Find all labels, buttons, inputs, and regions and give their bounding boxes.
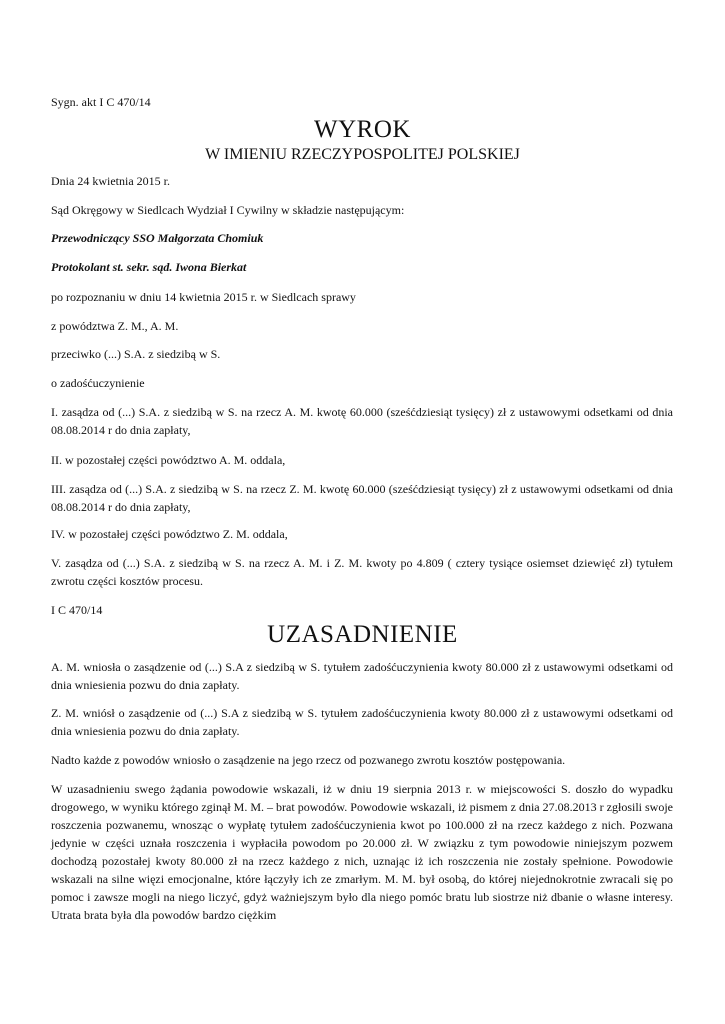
justification-signature: I C 470/14	[51, 603, 103, 617]
verdict-title: WYROK	[314, 116, 411, 143]
justification-paragraph: W uzasadnieniu swego żądania powodowie wskazali, iż w dniu 19 sierpnia 2013 r. w miejscowości S. doszło do wypadku drogowego, w wyniku którego zginął M. M. – brat powodów. Powodowie wskazali, iż pismem z dnia 27.08.2013 r zgłosili swoje roszczenia pozwanemu, wnosząc o wypłatę tytułem zadośćuczynienia kwot po 100.000 zł na rzecz każdego z nich. Pozwana jedynie w części uznała roszczenia i wypłaciła powodom po 20.000 zł. W związku z tym powodowie niniejszym pozwem dochodzą pozostałej kwoty 80.000 zł na rzecz każdego z nich, uznając iż ich roszczenia nie zostały spełnione. Powodowie wskazali na silne więzi emocjonalne, które łączyły ich ze zmarłym. M. M. był osobą, do której niejednokrotnie zwracali się po pomoc i zawsze mogli na niego liczyć, gdyż ważniejszym było dla niego pomóc bratu lub siostrze niż dbanie o własne interesy. Utrata brata była dla powodów bardzo ciężkim	[51, 782, 673, 922]
verdict-date: Dnia 24 kwietnia 2015 r.	[51, 174, 170, 188]
court-clerk: Protokolant st. sekr. sąd. Iwona Bierkat	[51, 260, 247, 274]
verdict-point: I. zasądza od (...) S.A. z siedzibą w S. na rzecz A. M. kwotę 60.000 (sześćdziesiąt tysięcy) zł z ustawowymi odsetkami od dnia 08.08.2014 r do dnia zapłaty,	[51, 405, 673, 437]
defendant-line: przeciwko (...) S.A. z siedzibą w S.	[51, 347, 221, 361]
plaintiffs-line: z powództwa Z. M., A. M.	[51, 319, 179, 333]
justification-paragraph: Nadto każde z powodów wniosło o zasądzenie na jego rzecz od pozwanego zwrotu kosztów postępowania.	[51, 753, 566, 767]
case-subject: o zadośćuczynienie	[51, 376, 145, 390]
verdict-subtitle: W IMIENIU RZECZYPOSPOLITEJ POLSKIEJ	[205, 146, 520, 163]
verdict-point: V. zasądza od (...) S.A. z siedzibą w S. na rzecz A. M. i Z. M. kwoty po 4.809 ( cztery tysiące osiemset dziewięć zł) tytułem zwrotu części kosztów procesu.	[51, 556, 673, 588]
justification-paragraph: A. M. wniosła o zasądzenie od (...) S.A z siedzibą w S. tytułem zadośćuczynienia kwoty 80.000 zł z ustawowymi odsetkami od dnia wniesienia pozwu do dnia zapłaty.	[51, 660, 673, 692]
presiding-judge: Przewodniczący SSO Małgorzata Chomiuk	[51, 231, 264, 245]
hearing-info: po rozpoznaniu w dniu 14 kwietnia 2015 r. w Siedlcach sprawy	[51, 290, 356, 304]
verdict-point: III. zasądza od (...) S.A. z siedzibą w S. na rzecz Z. M. kwotę 60.000 (sześćdziesiąt tysięcy) zł z ustawowymi odsetkami od dnia 08.08.2014 r do dnia zapłaty,	[51, 482, 673, 514]
court-composition: Sąd Okręgowy w Siedlcach Wydział I Cywilny w składzie następującym:	[51, 203, 405, 217]
verdict-point: II. w pozostałej części powództwo A. M. oddala,	[51, 453, 286, 467]
justification-paragraph: Z. M. wniósł o zasądzenie od (...) S.A z siedzibą w S. tytułem zadośćuczynienia kwoty 80.000 zł z ustawowymi odsetkami od dnia wniesienia pozwu do dnia zapłaty.	[51, 706, 673, 738]
verdict-point: IV. w pozostałej części powództwo Z. M. oddala,	[51, 527, 288, 541]
justification-title: UZASADNIENIE	[267, 621, 458, 648]
case-signature: Sygn. akt I C 470/14	[51, 95, 151, 109]
